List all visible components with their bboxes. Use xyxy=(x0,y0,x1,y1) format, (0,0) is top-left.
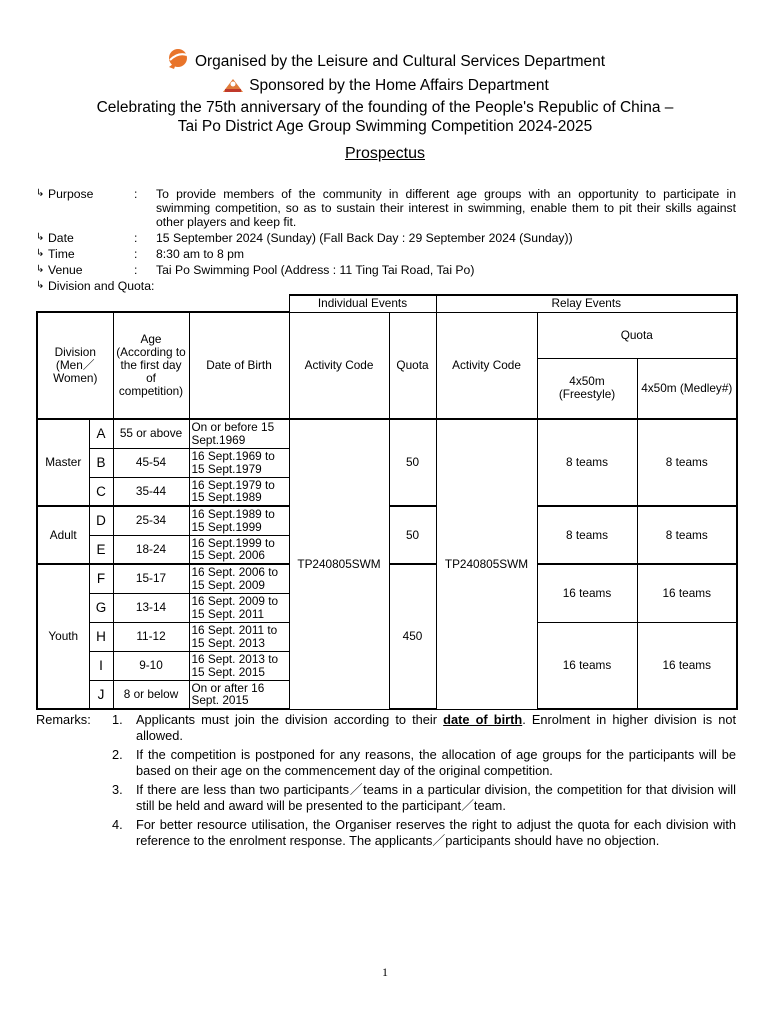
header-individual-events: Individual Events xyxy=(289,295,436,312)
age-range: 15-17 xyxy=(113,564,189,593)
date-of-birth: 16 Sept.1969 to 15 Sept.1979 xyxy=(189,448,289,477)
document-header xyxy=(0,48,770,136)
header-line-organiser xyxy=(0,48,770,76)
remark-text: . Enrolment in higher division is not allowed. xyxy=(136,712,737,743)
remark-item xyxy=(112,747,736,778)
header-activity-code: Activity Code xyxy=(289,312,389,419)
bullet-arrow-icon: ↳ xyxy=(36,232,45,243)
relay-master-medley: 8 teams xyxy=(637,419,737,506)
division-letter: J xyxy=(89,680,113,709)
remark-item xyxy=(112,817,736,848)
header-line-sponsor xyxy=(0,76,770,100)
lcsd-logo-icon xyxy=(165,48,191,76)
division-master: Master xyxy=(37,419,89,506)
individual-activity-code: TP240805SWM xyxy=(289,419,389,709)
time-value: 8:30 am to 8 pm xyxy=(156,247,245,261)
remark-emphasis: date of birth xyxy=(443,712,523,727)
header-line-anniversary: Celebrating the 75th anniversary of the founding of the People's Republic of China – xyxy=(96,99,674,116)
event-info xyxy=(36,187,736,295)
bullet-arrow-icon: ↳ xyxy=(36,280,45,291)
info-row-venue xyxy=(36,263,736,277)
date-of-birth: On or before 15 Sept.1969 xyxy=(189,419,289,448)
division-youth: Youth xyxy=(37,564,89,709)
info-row-purpose xyxy=(36,187,736,229)
relay-adult-medley: 8 teams xyxy=(637,506,737,564)
date-label: Date xyxy=(48,231,74,245)
date-of-birth: 16 Sept. 2011 to 15 Sept. 2013 xyxy=(189,622,289,651)
venue-label: Venue xyxy=(48,263,83,277)
date-of-birth: 16 Sept. 2006 to 15 Sept. 2009 xyxy=(189,564,289,593)
remark-number: 3. xyxy=(112,782,123,797)
bullet-arrow-icon: ↳ xyxy=(36,264,45,275)
header-quota: Quota xyxy=(389,312,436,419)
page-number: 1 xyxy=(382,965,388,979)
info-row-date xyxy=(36,231,736,245)
remarks-list xyxy=(112,712,736,848)
remark-item xyxy=(112,782,736,813)
venue-value: Tai Po Swimming Pool (Address : 11 Ting Tai Road, Tai Po) xyxy=(156,263,475,277)
date-of-birth: 16 Sept.1979 to 15 Sept.1989 xyxy=(189,477,289,506)
relay-youth-medley-1: 16 teams xyxy=(637,564,737,622)
purpose-label: Purpose xyxy=(48,187,94,201)
date-of-birth: 16 Sept. 2009 to 15 Sept. 2011 xyxy=(189,593,289,622)
division-letter: G xyxy=(89,593,113,622)
remark-text: If there are less than two participants／teams in a particular division, the competition for that division will still be held and award will be presented to the participant／team. xyxy=(136,782,736,813)
header-organiser-text: Organised by the Leisure and Cultural Services Department xyxy=(194,53,606,70)
header-sponsor-text: Sponsored by the Home Affairs Department xyxy=(249,76,549,94)
remarks-label: Remarks: xyxy=(36,712,91,727)
header-age: Age (According to the first day of competition) xyxy=(113,312,189,419)
division-adult: Adult xyxy=(37,506,89,564)
had-logo-icon xyxy=(221,76,245,100)
header-relay-events: Relay Events xyxy=(436,295,737,312)
division-letter: E xyxy=(89,535,113,564)
age-range: 18-24 xyxy=(113,535,189,564)
age-range: 9-10 xyxy=(113,651,189,680)
bullet-arrow-icon: ↳ xyxy=(36,188,45,199)
relay-adult-freestyle: 8 teams xyxy=(537,506,637,564)
header-relay-quota: Quota xyxy=(537,312,737,358)
header-medley: 4x50m (Medley#) xyxy=(637,358,737,419)
remark-number: 4. xyxy=(112,817,123,832)
date-of-birth: 16 Sept. 2013 to 15 Sept. 2015 xyxy=(189,651,289,680)
header-division: Division (Men／Women) xyxy=(37,312,113,419)
remark-text: If the competition is postponed for any reasons, the allocation of age groups for the participants will be based on their age on the commencement day of the original competition. xyxy=(136,747,736,778)
division-letter: F xyxy=(89,564,113,593)
division-letter: H xyxy=(89,622,113,651)
remark-number: 1. xyxy=(112,712,123,727)
date-of-birth: 16 Sept.1999 to 15 Sept. 2006 xyxy=(189,535,289,564)
individual-quota-youth: 450 xyxy=(389,564,436,709)
colon: : xyxy=(134,247,138,261)
remark-text: For better resource utilisation, the Organiser reserves the right to adjust the quota for each division with reference to the enrolment response. The applicants／participants should have no objection. xyxy=(136,817,736,848)
division-letter: D xyxy=(89,506,113,535)
age-range: 8 or below xyxy=(113,680,189,709)
colon: : xyxy=(134,187,138,201)
age-range: 13-14 xyxy=(113,593,189,622)
division-letter: I xyxy=(89,651,113,680)
relay-youth-freestyle-1: 16 teams xyxy=(537,564,637,622)
age-range: 55 or above xyxy=(113,419,189,448)
division-letter: B xyxy=(89,448,113,477)
age-range: 25-34 xyxy=(113,506,189,535)
date-of-birth: 16 Sept.1989 to 15 Sept.1999 xyxy=(189,506,289,535)
bullet-arrow-icon: ↳ xyxy=(36,248,45,259)
remark-item xyxy=(112,712,736,743)
relay-youth-freestyle-2: 16 teams xyxy=(537,622,637,709)
header-relay-activity-code: Activity Code xyxy=(436,312,537,419)
remark-number: 2. xyxy=(112,747,123,762)
page-title: Prospectus xyxy=(344,145,426,162)
date-value: 15 September 2024 (Sunday) (Fall Back Day : 29 September 2024 (Sunday)) xyxy=(156,231,573,245)
age-range: 11-12 xyxy=(113,622,189,651)
remark-text: Applicants must join the division according to their xyxy=(136,712,444,727)
age-range: 35-44 xyxy=(113,477,189,506)
relay-activity-code: TP240805SWM xyxy=(436,419,537,709)
header-freestyle: 4x50m (Freestyle) xyxy=(537,358,637,419)
division-letter: C xyxy=(89,477,113,506)
division-quota-label: Division and Quota: xyxy=(48,279,155,293)
date-of-birth: On or after 16 Sept. 2015 xyxy=(189,680,289,709)
info-row-time xyxy=(36,247,736,261)
colon: : xyxy=(134,263,138,277)
individual-quota-adult: 50 xyxy=(389,506,436,564)
age-range: 45-54 xyxy=(113,448,189,477)
header-date-of-birth: Date of Birth xyxy=(189,312,289,419)
division-quota-table xyxy=(36,294,738,710)
table-row xyxy=(37,419,737,448)
header-line-competition: Tai Po District Age Group Swimming Competition 2024-2025 xyxy=(177,117,593,135)
info-row-division xyxy=(36,279,736,293)
time-label: Time xyxy=(48,247,75,261)
colon: : xyxy=(134,231,138,245)
purpose-value: To provide members of the community in different age groups with an opportunity to participate in swimming competition, so as to sustain their interest in swimming, enable them to pit their skills against other players and keep fit. xyxy=(156,187,736,229)
relay-master-freestyle: 8 teams xyxy=(537,419,637,506)
relay-youth-medley-2: 16 teams xyxy=(637,622,737,709)
division-letter: A xyxy=(89,419,113,448)
remarks-section xyxy=(36,712,736,852)
individual-quota-master: 50 xyxy=(389,419,436,506)
